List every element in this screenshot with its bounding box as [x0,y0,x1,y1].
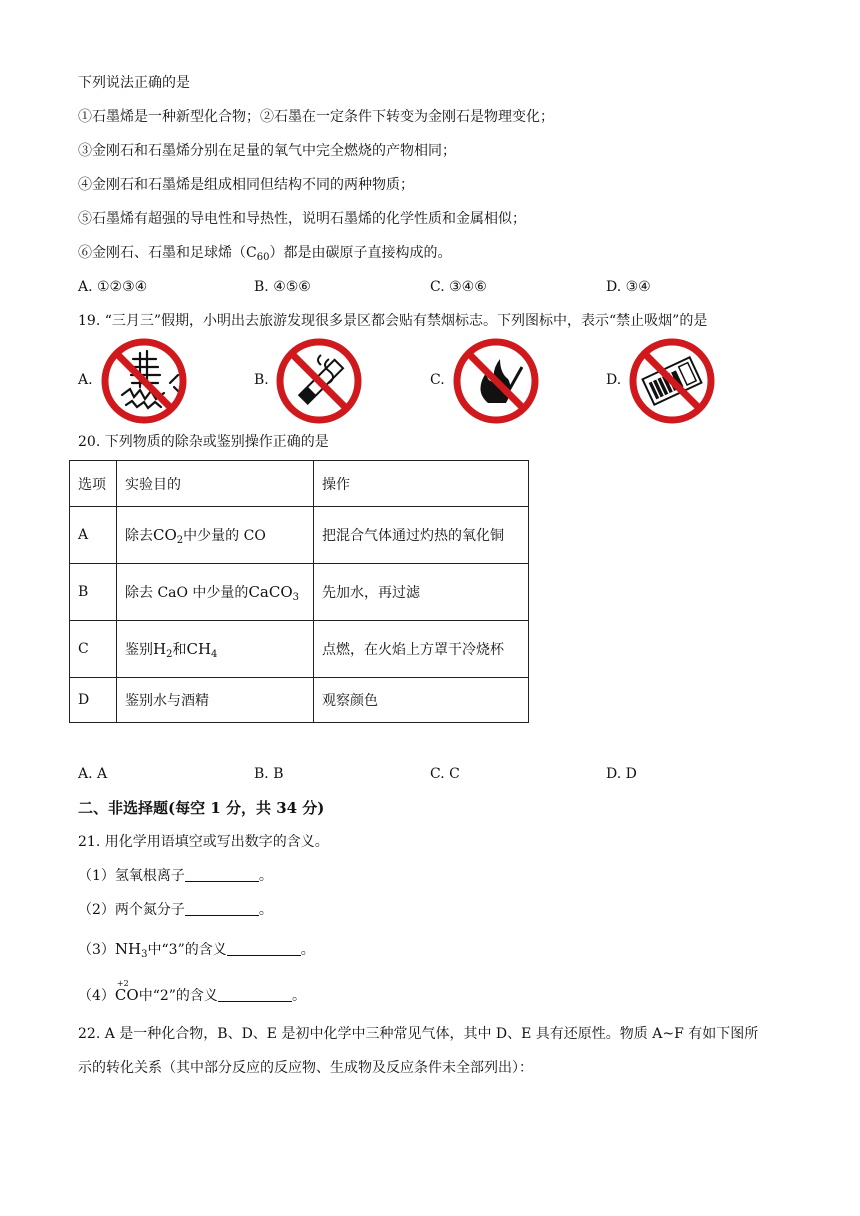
row-option: C [70,621,117,678]
q21-part-4: （4） +2 CO中“2”的含义 。 [78,979,306,1004]
table-row [70,678,529,723]
q18-statement-6: ⑥金刚石、石墨和足球烯$(C_{60})$都是由碳原子直接构成的。 [78,245,452,263]
q18-statement-3: ③金刚石和石墨烯分别在足量的氧气中完全燃烧的产物相同； [78,143,456,159]
no-open-flame-icon [452,337,540,425]
q22-line-2: 示的转化关系（其中部分反应的反应物、生成物及反应条件未全部列出）： [78,1060,533,1076]
q22-line-1: 22. A 是一种化合物，B、D、E 是初中化学中三种常见气体，其中 D、E 具有还原性。物质 A~F 有如下图所 [78,1026,759,1042]
q18-option-a: A. ①②③④ [78,279,148,295]
q21-part-2: （2）两个氮分子 。 [78,902,273,918]
q20-stem: 20. 下列物质的除杂或鉴别操作正确的是 [78,434,329,450]
q20-option-d: D. D [606,766,637,782]
row-purpose: 鉴别$H_2$和$CH_4$ [117,621,314,678]
answer-blank[interactable] [227,941,301,956]
row-operation: 把混合气体通过灼热的氧化铜 [314,507,529,564]
q20-option-c: C. C [430,766,460,782]
header-purpose: 实验目的 [117,461,314,507]
row-operation: 先加水，再过滤 [314,564,529,621]
q18-statement-5: ⑤石墨烯有超强的导电性和导热性，说明石墨烯的化学性质和金属相似； [78,211,526,227]
row-option: A [70,507,117,564]
no-firecrackers-icon [100,337,188,425]
row-option: D [70,678,117,723]
q19-label-c: C. [430,372,445,388]
q18-option-d: D. ③④ [606,279,651,295]
row-operation: 点燃，在火焰上方罩干冷烧杯 [314,621,529,678]
no-smoking-icon [275,337,363,425]
q19-label-a: A. [78,372,93,388]
header-operation: 操作 [314,461,529,507]
q21-part-1: （1）氢氧根离子 。 [78,868,273,884]
answer-blank[interactable] [185,867,259,882]
row-operation: 观察颜色 [314,678,529,723]
q20-option-b: B. B [254,766,284,782]
q20-option-a: A. A [78,766,108,782]
header-option: 选项 [70,461,117,507]
table-row [70,564,529,621]
no-matches-icon [628,337,716,425]
answer-blank[interactable] [218,987,292,1002]
q19-label-b: B. [254,372,269,388]
row-purpose: 除去 CaO 中少量的CaCO$_3$ [117,564,314,621]
table-row [70,621,529,678]
row-purpose: 除去$CO_2$中少量的 CO [117,507,314,564]
q21-part-3: $(3)NH_3$中“3”的含义 。 [78,940,315,960]
q18-stem: 下列说法正确的是 [78,75,190,91]
answer-blank[interactable] [185,901,259,916]
row-purpose: 鉴别水与酒精 [117,678,314,723]
q19-stem: 19. “三月三”假期，小明出去旅游发现很多景区都会贴有禁烟标志。下列图标中，表示“禁止吸烟”的是 [78,313,708,329]
section-title: 二、非选择题(每空 1 分，共 34 分) [78,799,325,817]
q19-label-d: D. [606,372,622,388]
table-row [70,507,529,564]
q21-stem: 21. 用化学用语填空或写出数字的含义。 [78,834,329,850]
q18-statement-1: ①石墨烯是一种新型化合物；②石墨在一定条件下转变为金刚石是物理变化； [78,109,554,125]
q18-option-c: C. ③④⑥ [430,279,487,295]
q18-statement-4: ④金刚石和石墨烯是组成相同但结构不同的两种物质； [78,177,414,193]
row-option: B [70,564,117,621]
q20-table [69,460,529,723]
table-header-row [70,461,529,507]
q18-option-b: B. ④⑤⑥ [254,279,311,295]
